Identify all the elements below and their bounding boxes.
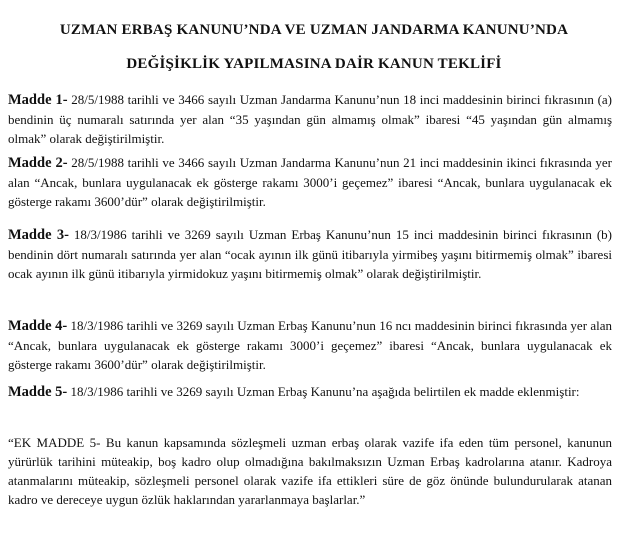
article-5 [8, 382, 612, 402]
article-1-heading: Madde 1- [8, 92, 68, 108]
article-2-text: 28/5/1988 tarihli ve 3466 sayılı Uzman Jandarma Kanunu’nun 21 inci maddesinin ikinci fıkrasında yer alan “Ancak, bunlara uygulanacak ek gösterge rakamı 3000’i geçemez” ibaresi “Ancak, bunlara uygulanacak ek gösterge rakamı 3600’dür” olarak değiştirilmiştir. [8, 155, 613, 209]
article-3-heading: Madde 3- [8, 227, 69, 243]
document-title-line1: UZMAN ERBAŞ KANUNU’NDA VE UZMAN JANDARMA KANUNU’NDA [59, 22, 569, 38]
article-4-text: 18/3/1986 tarihli ve 3269 sayılı Uzman Erbaş Kanunu’nun 16 ncı maddesinin birinci fıkrasında yer alan “Ancak, bunlara uygulanacak ek gösterge rakamı 3000’i geçemez” ibaresi “Ancak, bunlara uygulanacak ek gösterge rakamı 3600’dür” olarak değiştirilmiştir. [8, 318, 612, 372]
article-1-text: 28/5/1988 tarihli ve 3466 sayılı Uzman Jandarma Kanunu’nun 18 inci maddesinin birinci fıkrasının (a) bendinin üç numaralı satırında yer alan “35 yaşından gün almamış olmak” ibaresi “45 yaşından gün almamış olmak” olarak değiştirilmiştir. [8, 92, 613, 146]
article-2 [8, 153, 612, 211]
article-2-heading: Madde 2- [8, 155, 68, 171]
article-4 [8, 316, 612, 374]
article-3-text: 18/3/1986 tarihli ve 3269 sayılı Uzman Erbaş Kanunu’nun 15 inci maddesinin birinci fıkrasının (b) bendinin dört numaralı satırında yer alan “ocak ayının ilk günü itibarıyla yirmibeş yaşını bitirmemiş olmak” ibaresi ocak ayının ilk günü itibarıyla yirmidokuz yaşını bitirmemiş olmak” olarak değiştirilmiştir. [8, 227, 612, 281]
quoted-ek-madde-5: “EK MADDE 5- Bu kanun kapsamında sözleşmeli uzman erbaş olarak vazife ifa eden tüm personel, kanunun yürürlük tarihini müteakip, boş kadro olup olmadığına bakılmaksızın Uzman Erbaş kadrolarına atanır. Kadroya atanmalarını müteakip, sözleşmeli personel olarak vazife ifa ettikleri süre de göz önünde bulundurularak atanan kadro ve dereceye uygun özlük haklarından yararlanmaya başlarlar.” [8, 435, 612, 507]
article-1 [8, 90, 612, 148]
article-5-heading: Madde 5- [8, 384, 68, 400]
document-title-line2: DEĞİŞİKLİK YAPILMASINA DAİR KANUN TEKLİFİ [126, 56, 502, 72]
article-5-text: 18/3/1986 tarihli ve 3269 sayılı Uzman Erbaş Kanunu’na aşağıda belirtilen ek madde eklenmiştir: [70, 384, 580, 399]
article-4-heading: Madde 4- [8, 318, 68, 334]
article-3 [8, 225, 612, 283]
